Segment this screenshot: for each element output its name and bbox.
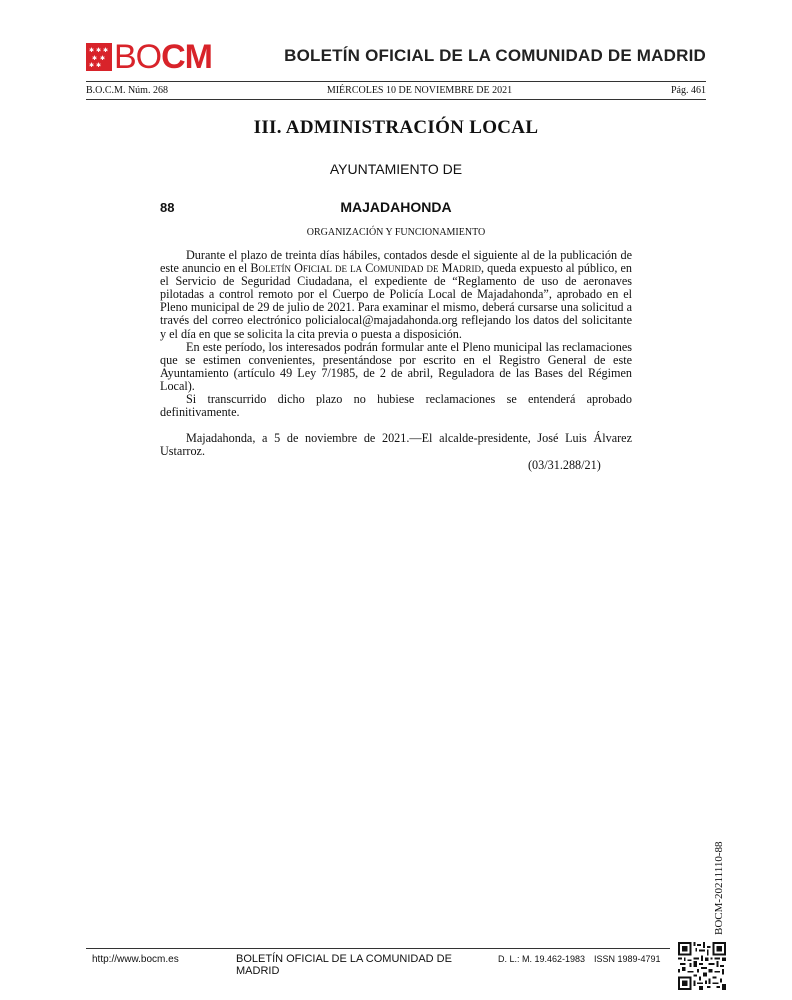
issue-number: B.O.C.M. Núm. 268 bbox=[86, 85, 168, 96]
page-number: Pág. 461 bbox=[670, 85, 706, 96]
reference-code: (03/31.288/21) bbox=[528, 458, 601, 472]
issue-date: MIÉRCOLES 10 DE NOVIEMBRE DE 2021 bbox=[326, 85, 513, 96]
legal-deposit: D. L.: M. 19.462-1983 bbox=[498, 954, 586, 964]
footer-divider bbox=[86, 948, 670, 949]
bulletin-name: Boletín Oficial de la Comunidad de Madrid bbox=[250, 261, 481, 276]
bocm-logo bbox=[86, 40, 212, 74]
header-divider bbox=[86, 81, 706, 82]
subsection-heading: ORGANIZACIÓN Y FUNCIONAMIENTO bbox=[306, 227, 486, 238]
organization-heading: AYUNTAMIENTO DE bbox=[329, 161, 463, 177]
bulletin-title: BOLETÍN OFICIAL DE LA COMUNIDAD DE MADRID bbox=[284, 46, 706, 65]
madrid-flag-icon: ✱ ✱ ✱ ✱ ✱ ✱ ✱ bbox=[86, 43, 112, 71]
paragraph-2: En este período, los interesados podrán formular ante el Pleno municipal las reclamaciones que se estimen convenientes, presentándose por escrito en el Registro General de este Ayuntamiento (artículo 49 Ley 7/1985, de 2 de abril, Reguladora de las Bases del Régimen Local). bbox=[160, 339, 632, 393]
footer-title: BOLETÍN OFICIAL DE LA COMUNIDAD DE MADRID bbox=[236, 953, 452, 977]
paragraph-1: Durante el plazo de treinta días hábiles, contados desde el siguiente al de la publicación de este anuncio en el Boletín Oficial de la Comunidad de Madrid, queda expuesto al público, en el Servicio de Seguridad Ciudadana, el expediente de “Reglamento de uso de aeronaves pilotadas a control remoto por el Cuerpo de Policía Local de Majadahonda”, aprobado en el Pleno municipal de 29 de julio de 2021. Para examinar el mismo, deberá cursarse una solicitud a través del correo electrónico policialocal@majadahonda.org reflejando los datos del solicitante y el día en que se solicita la cita previa o puesta a disposición. bbox=[160, 248, 632, 341]
city-heading: MAJADAHONDA bbox=[340, 199, 452, 215]
signature: Majadahonda, a 5 de noviembre de 2021.—El alcalde-presidente, José Luis Álvarez Ustarroz. bbox=[160, 431, 632, 459]
meta-divider bbox=[86, 99, 706, 100]
footer-url-link[interactable]: http://www.bocm.es bbox=[92, 954, 179, 965]
announcement-body bbox=[160, 249, 632, 458]
qr-code-icon bbox=[678, 942, 726, 990]
issn: ISSN 1989-4791 bbox=[594, 954, 661, 964]
logo-text-cm: CM bbox=[161, 38, 213, 76]
logo-text-bo: BO bbox=[114, 38, 162, 76]
issue-meta-row bbox=[86, 85, 706, 96]
entry-number: 88 bbox=[160, 200, 175, 215]
section-title: III. ADMINISTRACIÓN LOCAL bbox=[253, 117, 539, 138]
paragraph-3: Si transcurrido dicho plazo no hubiese reclamaciones se entenderá aprobado definitivamente. bbox=[160, 392, 632, 420]
footer bbox=[92, 953, 664, 977]
side-document-code: BOCM-20211110-88 bbox=[713, 841, 725, 935]
